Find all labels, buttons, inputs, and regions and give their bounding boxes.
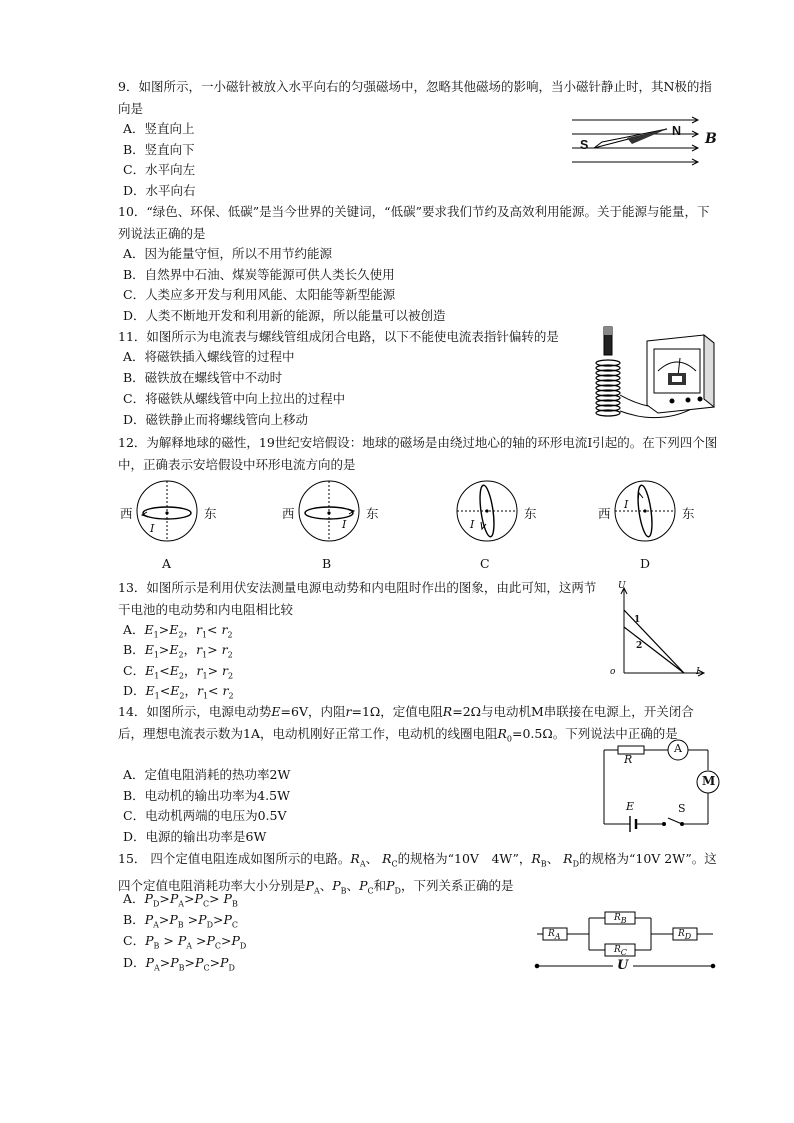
q13-i-axis-label: I bbox=[696, 667, 700, 677]
q14-option-c: C．电动机两端的电压为0.5V bbox=[123, 808, 287, 823]
q15-ra-label: $R_A$ bbox=[548, 929, 561, 941]
q14-motor-label: M bbox=[702, 774, 716, 788]
q14-option-b: B．电动机的输出功率为4.5W bbox=[123, 788, 290, 803]
q14-battery-label: E bbox=[626, 800, 635, 813]
q13-line-2 bbox=[624, 627, 684, 673]
q9-magnetic-field-figure bbox=[572, 112, 722, 167]
q12-label-a: A bbox=[162, 556, 172, 571]
question-12-stem: 12．为解释地球的磁性，19世纪安培假设：地球的磁场是由绕过地心的轴的环形电流I引起的。在下列四个图中，正确表示安培假设中环形电流方向的是 bbox=[118, 435, 718, 472]
q9-field-label: B bbox=[705, 131, 717, 147]
q12-d-current-label: I bbox=[624, 498, 629, 511]
q12-label-d: D bbox=[640, 556, 651, 571]
q12-c-current-label: I bbox=[470, 518, 475, 531]
q13-ui-graph bbox=[610, 581, 707, 680]
question-15-stem: 15． 四个定值电阻连成如图所示的电路。$R_A$、 $R_C$的规格为“10V 4W”，$R_B$、 $R_D$的规格为“10V 2W”。这四个定值电阻消耗功率大小分别是$P_A$、$P_B$、$P_C$和$P_D$，下列关系正确的是 bbox=[118, 851, 717, 896]
q9-option-d: D．水平向右 bbox=[123, 183, 196, 198]
q12-b-west-label: 西 bbox=[282, 506, 295, 521]
q14-resistor-label: R bbox=[624, 753, 633, 766]
q15-option-c: C．$P_B > P_A >P_C>P_D$ bbox=[123, 933, 247, 951]
q9-option-b: B．竖直向下 bbox=[123, 142, 195, 157]
q10-option-c: C．人类应多开发与利用风能、太阳能等新型能源 bbox=[123, 287, 396, 302]
q9-south-label: S bbox=[580, 138, 589, 152]
q11-option-a: A．将磁铁插入螺线管的过程中 bbox=[123, 349, 295, 364]
q11-option-c: C．将磁铁从螺线管中向上拉出的过程中 bbox=[123, 391, 346, 406]
question-11-stem: 11．如图所示为电流表与螺线管组成闭合电路，以下不能使电流表指针偏转的是 bbox=[118, 329, 559, 344]
q14-switch-label: S bbox=[678, 802, 686, 815]
question-13-stem: 13．如图所示是利用伏安法测量电源电动势和内电阻时作出的图象，由此可知，这两节干电池的电动势和内电阻相比较 bbox=[118, 580, 597, 617]
q15-option-a: A．$P_D>P_A>P_C> P_B$ bbox=[123, 891, 238, 909]
q14-option-a: A．定值电阻消耗的热功率2W bbox=[123, 767, 291, 782]
q10-option-a: A．因为能量守恒，所以不用节约能源 bbox=[123, 246, 333, 261]
q12-d-east-label: 东 bbox=[682, 506, 695, 521]
q15-circuit-figure bbox=[533, 904, 718, 976]
question-10-stem: 10．“绿色、环保、低碳”是当今世界的关键词，“低碳”要求我们节约及高效利用能源。关于能源与能量，下列说法正确的是 bbox=[118, 204, 710, 241]
q13-option-c: C．$E_1<E_2$，$r_1> r_2$ bbox=[123, 663, 234, 681]
question-14-stem: 14．如图所示，电源电动势E=6V，内阻r=1Ω，定值电阻R=2Ω与电动机M串联接在电源上，开关闭合后，理想电流表示数为1A，电动机刚好正常工作，电动机的线圈电阻$R_0=0.5\Omega$。下列说法中正确的是 bbox=[118, 704, 694, 743]
q15-rc-label: $R_C$ bbox=[614, 945, 627, 957]
q14-ammeter-label: A bbox=[674, 742, 682, 755]
q11-option-b: B．磁铁放在螺线管中不动时 bbox=[123, 370, 283, 385]
q13-option-b: B．$E_1>E_2$，$r_1> r_2$ bbox=[123, 642, 233, 660]
q15-option-b: B．$P_A>P_B >P_D>P_C$ bbox=[123, 912, 239, 930]
q15-voltage-label: U bbox=[617, 958, 629, 973]
q11-option-d: D．磁铁静止而将螺线管向上移动 bbox=[123, 412, 309, 427]
q13-line-1-label: 1 bbox=[634, 615, 641, 625]
q9-option-a: A．竖直向上 bbox=[123, 121, 195, 136]
q12-a-east-label: 东 bbox=[204, 506, 217, 521]
q15-option-d: D．$P_A>P_B>P_C>P_D$ bbox=[123, 955, 235, 973]
q15-rb-label: $R_B$ bbox=[614, 913, 627, 925]
q12-d-west-label: 西 bbox=[598, 506, 611, 521]
q12-a-west-label: 西 bbox=[120, 506, 133, 521]
q9-option-c: C．水平向左 bbox=[123, 162, 196, 177]
q13-line-1 bbox=[624, 610, 684, 673]
q14-option-d: D．电源的输出功率是6W bbox=[123, 829, 267, 844]
q13-line-2-label: 2 bbox=[636, 641, 643, 651]
q13-option-a: A．$E_1>E_2$，$r_1< r_2$ bbox=[123, 622, 233, 640]
q12-a-current-label: I bbox=[150, 522, 155, 535]
question-9-stem: 9．如图所示，一小磁针被放入水平向右的匀强磁场中，忽略其他磁场的影响，当小磁针静止时，其N极的指向是 bbox=[118, 79, 712, 116]
q11-ammeter-solenoid-figure bbox=[592, 323, 722, 423]
q12-b-current-label: I bbox=[342, 518, 347, 531]
q13-origin-label: o bbox=[610, 667, 616, 677]
q10-option-d: D．人类不断地开发和利用新的能源，所以能量可以被创造 bbox=[123, 308, 446, 323]
q13-u-axis-label: U bbox=[618, 581, 626, 591]
q12-b-east-label: 东 bbox=[366, 506, 379, 521]
q13-option-d: D．$E_1<E_2$，$r_1< r_2$ bbox=[123, 683, 234, 701]
q9-north-label: N bbox=[672, 124, 682, 138]
q12-label-c: C bbox=[480, 556, 490, 571]
q14-circuit-figure bbox=[600, 740, 725, 832]
q10-option-b: B．自然界中石油、煤炭等能源可供人类长久使用 bbox=[123, 267, 395, 282]
q12-label-b: B bbox=[322, 556, 332, 571]
q15-rd-label: $R_D$ bbox=[678, 929, 692, 941]
q12-c-east-label: 东 bbox=[524, 506, 537, 521]
